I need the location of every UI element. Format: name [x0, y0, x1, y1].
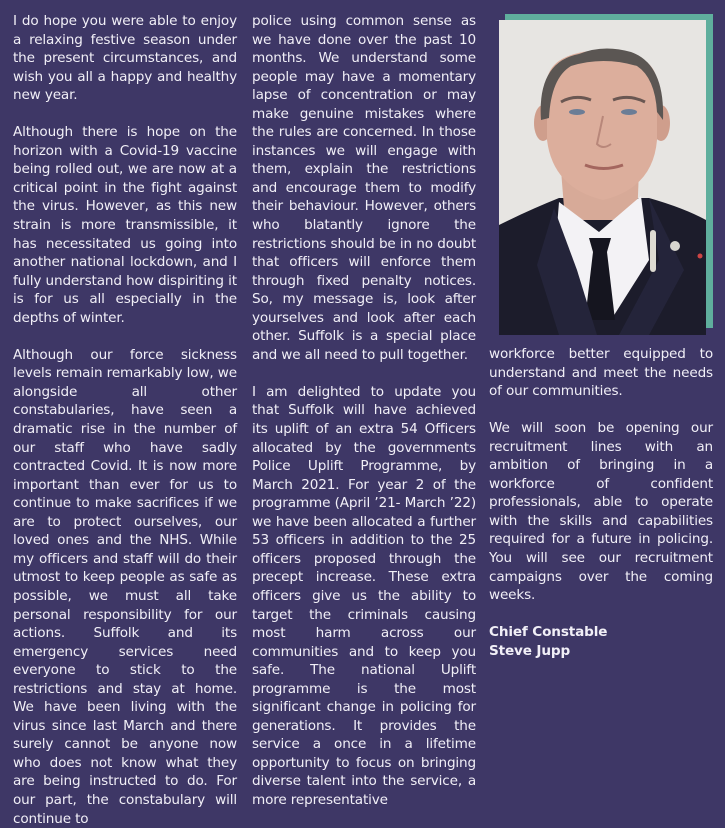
- paragraph-enforcement: police using common sense as we have done over the past 10 months. We understand some people may have a momentary lapse of concentration or may make genuine mistakes where the rules are concerned. In those instances we will engage with them, explain the restrictions and encourage them to modify their behaviour. However, others who blatantly ignore the restrictions should be in no doubt that officers will enforce them through fixed penalty notices. So, my message is, look after yourselves and look after each other. Suffolk is a special place and we all need to pull together.: [252, 13, 476, 363]
- paragraph-sickness: Although our force sickness levels remain remarkably low, we alongside all other constabularies, have seen a dramatic rise in the number of our staff who have sadly contracted Covid. It is now more important than ever for us to continue to make sacrifices if we are to protect ourselves, our loved ones and the NHS. While my officers and staff will do their utmost to keep people as safe as possible, we must all take personal responsibility for our actions. Suffolk and its emergency services need everyone to stick to the restrictions and stay at home. We have been living with the virus since last March and there surely cannot be anyone now who does not know what they are being instructed to do. For our part, the constabulary will continue to: [13, 346, 237, 827]
- portrait-photo: [499, 20, 706, 335]
- left-eye: [569, 109, 585, 115]
- signature-block: [489, 623, 713, 660]
- portrait-illustration: [499, 20, 706, 335]
- letter-column-1: [13, 12, 237, 828]
- paragraph-uplift: I am delighted to update you that Suffolk will have achieved its uplift of an extra 54 Officers allocated by the governments Police Uplift Programme, by March 2021. For year 2 of the programme (April ’21- March ’22) we have been allocated a further 53 officers in addition to the 25 officers proposed through the precept increase. These extra officers give us the ability to target the criminals causing most harm across our communities and to keep you safe. The national Uplift programme is the most significant change in policing for generations. It provides the service a once in a lifetime opportunity to focus on bringing diverse talent into the service, a more representative: [252, 383, 476, 808]
- letter-column-3: [489, 345, 713, 660]
- paragraph-communities: workforce better equipped to understand and meet the needs of our communities.: [489, 346, 713, 400]
- epaulette-button: [670, 241, 680, 251]
- signature-name: Steve Jupp: [489, 642, 571, 659]
- letter-column-2: [252, 12, 476, 810]
- paragraph-recruitment: We will soon be opening our recruitment lines with an ambition of bringing in a workforce of confident professionals, able to operate with the skills and capabilities required for a future in policing. You will see our recruitment campaigns over the coming weeks.: [489, 420, 713, 604]
- insignia: [698, 254, 703, 259]
- paragraph-vaccine-lockdown: Although there is hope on the horizon with a Covid-19 vaccine being rolled out, we are now at a critical point in the fight against the virus. However, as this new strain is more transmissible, it has necessitated us going into another national lockdown, and I fully understand how dispiriting it is for us all especially in the depths of winter.: [13, 124, 237, 326]
- signature-title: Chief Constable: [489, 624, 608, 641]
- right-eye: [621, 109, 637, 115]
- paragraph-greeting: I do hope you were able to enjoy a relaxing festive season under the present circumstances, and wish you all a happy and healthy new year.: [13, 13, 237, 104]
- portrait-figure: [499, 14, 713, 335]
- collar-braid: [650, 230, 656, 272]
